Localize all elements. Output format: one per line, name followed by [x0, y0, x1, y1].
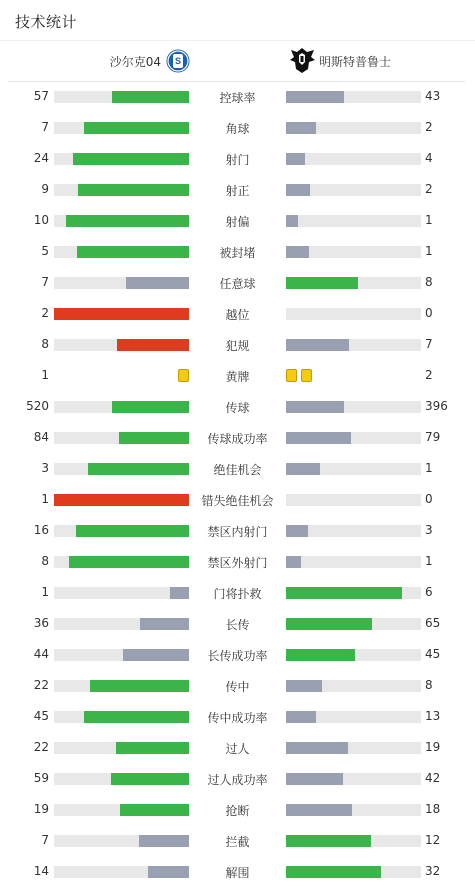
- home-bar-track: [54, 587, 189, 599]
- stat-label: 黄牌: [225, 370, 250, 384]
- stat-label: 长传成功率: [207, 649, 268, 663]
- home-value: 3: [41, 461, 49, 475]
- stat-label: 传中: [225, 680, 250, 694]
- stat-label: 传中成功率: [207, 711, 268, 725]
- away-value: 2: [425, 368, 433, 382]
- stat-label: 传球: [225, 401, 250, 415]
- away-bar-track: [286, 463, 421, 475]
- stat-row: [0, 640, 475, 671]
- home-bar-track: [54, 122, 189, 134]
- away-bar-track: [286, 184, 421, 196]
- away-bar-fill: [286, 215, 298, 227]
- home-value: 44: [33, 647, 49, 661]
- home-bar-track: [54, 401, 189, 413]
- stat-row: [0, 826, 475, 857]
- away-value: 43: [425, 89, 441, 103]
- stat-label: 错失绝佳机会: [201, 494, 274, 508]
- away-bar-fill: [286, 525, 308, 537]
- away-value: 18: [425, 802, 441, 816]
- away-value: 13: [425, 709, 441, 723]
- away-bar-track: [286, 246, 421, 258]
- away-bar-fill: [286, 432, 351, 444]
- away-bar-track: [286, 866, 421, 878]
- stat-row: [0, 330, 475, 361]
- home-bar-track: [54, 463, 189, 475]
- schalke-crest-icon: [165, 48, 191, 74]
- away-bar-track: [286, 835, 421, 847]
- home-value: 10: [33, 213, 49, 227]
- away-value: 3: [425, 523, 433, 537]
- home-bar-track: [54, 773, 189, 785]
- away-bar-fill: [286, 804, 352, 816]
- stat-label: 角球: [225, 122, 250, 136]
- away-bar-fill: [286, 277, 358, 289]
- stat-row: [0, 423, 475, 454]
- home-value: 1: [41, 368, 49, 382]
- away-value: 1: [425, 554, 433, 568]
- away-value: 1: [425, 213, 433, 227]
- away-value: 0: [425, 492, 433, 506]
- home-value: 57: [33, 89, 49, 103]
- away-bar-track: [286, 339, 421, 351]
- home-value: 9: [41, 182, 49, 196]
- away-bar-track: [286, 153, 421, 165]
- away-bar-track: [286, 525, 421, 537]
- home-value: 5: [41, 244, 49, 258]
- away-value: 1: [425, 244, 433, 258]
- stat-row: [0, 547, 475, 578]
- header-bar: [0, 0, 475, 41]
- stat-label: 犯规: [225, 339, 250, 353]
- stat-label: 射偏: [225, 215, 250, 229]
- stat-row: [0, 268, 475, 299]
- home-bar-fill: [140, 618, 189, 630]
- home-bar-fill: [148, 866, 189, 878]
- home-bar-fill: [76, 525, 189, 537]
- away-value: 42: [425, 771, 441, 785]
- svg-text:S: S: [174, 56, 182, 66]
- away-bar-track: [286, 556, 421, 568]
- home-value: 1: [41, 492, 49, 506]
- home-bar-track: [54, 494, 189, 506]
- home-value: 1: [41, 585, 49, 599]
- stat-row: [0, 609, 475, 640]
- away-value: 6: [425, 585, 433, 599]
- away-value: 8: [425, 678, 433, 692]
- home-bar-track: [54, 246, 189, 258]
- stat-row: [0, 237, 475, 268]
- home-yellow-cards: [174, 369, 189, 382]
- home-bar-track: [54, 556, 189, 568]
- home-bar-track: [54, 215, 189, 227]
- stat-row: [0, 113, 475, 144]
- away-bar-fill: [286, 246, 309, 258]
- home-bar-fill: [88, 463, 189, 475]
- home-value: 7: [41, 120, 49, 134]
- away-bar-track: [286, 215, 421, 227]
- away-bar-track: [286, 277, 421, 289]
- away-bar-fill: [286, 835, 371, 847]
- away-bar-track: [286, 711, 421, 723]
- stat-row: [0, 206, 475, 237]
- away-bar-track: [286, 494, 421, 506]
- stat-row: [0, 299, 475, 330]
- away-bar-track: [286, 401, 421, 413]
- away-value: 8: [425, 275, 433, 289]
- away-value: 2: [425, 120, 433, 134]
- home-bar-track: [54, 153, 189, 165]
- home-bar-fill: [139, 835, 189, 847]
- home-bar-track: [54, 742, 189, 754]
- home-bar-track: [54, 866, 189, 878]
- home-value: 8: [41, 554, 49, 568]
- home-bar-track: [54, 804, 189, 816]
- stat-row: [0, 82, 475, 113]
- stat-row: [0, 361, 475, 392]
- away-value: 2: [425, 182, 433, 196]
- stat-label: 长传: [225, 618, 250, 632]
- away-value: 1: [425, 461, 433, 475]
- yellow-card-icon: [286, 369, 297, 382]
- stat-label: 越位: [225, 308, 250, 322]
- home-bar-fill: [112, 401, 189, 413]
- away-bar-fill: [286, 742, 348, 754]
- home-bar-track: [54, 649, 189, 661]
- home-value: 19: [33, 802, 49, 816]
- away-bar-track: [286, 742, 421, 754]
- away-bar-track: [286, 618, 421, 630]
- home-bar-track: [54, 308, 189, 320]
- home-bar-track: [54, 711, 189, 723]
- home-bar-track: [54, 91, 189, 103]
- stat-label: 任意球: [219, 277, 256, 291]
- away-bar-fill: [286, 649, 355, 661]
- stat-row: [0, 175, 475, 206]
- stat-label: 解围: [225, 866, 250, 880]
- away-value: 4: [425, 151, 433, 165]
- away-bar-track: [286, 804, 421, 816]
- home-bar-track: [54, 525, 189, 537]
- home-bar-track: [54, 835, 189, 847]
- stat-row: [0, 485, 475, 516]
- stat-row: [0, 144, 475, 175]
- away-bar-fill: [286, 587, 402, 599]
- stat-row: [0, 392, 475, 423]
- away-bar-fill: [286, 711, 316, 723]
- stat-label: 传球成功率: [207, 432, 268, 446]
- away-bar-fill: [286, 401, 344, 413]
- stat-label: 过人: [225, 742, 250, 756]
- home-bar-fill: [112, 91, 189, 103]
- away-bar-fill: [286, 773, 343, 785]
- home-bar-fill: [111, 773, 189, 785]
- stat-label: 拦截: [225, 835, 250, 849]
- home-bar-fill: [119, 432, 189, 444]
- home-bar-fill: [170, 587, 189, 599]
- home-bar-fill: [78, 184, 189, 196]
- away-bar-track: [286, 91, 421, 103]
- away-bar-track: [286, 122, 421, 134]
- stat-label: 被封堵: [219, 246, 256, 260]
- home-bar-fill: [117, 339, 189, 351]
- stat-row: [0, 671, 475, 702]
- away-value: 32: [425, 864, 441, 878]
- away-bar-fill: [286, 618, 372, 630]
- home-bar-track: [54, 277, 189, 289]
- stat-label: 抢断: [225, 804, 250, 818]
- home-value: 59: [33, 771, 49, 785]
- stat-row: [0, 733, 475, 764]
- home-bar-track: [54, 339, 189, 351]
- away-bar-fill: [286, 91, 344, 103]
- away-bar-fill: [286, 866, 381, 878]
- away-bar-track: [286, 680, 421, 692]
- away-value: 45: [425, 647, 441, 661]
- home-bar-fill: [54, 494, 189, 506]
- away-team-name: 明斯特普鲁士: [319, 55, 392, 69]
- stat-row: [0, 578, 475, 609]
- stat-label: 过人成功率: [207, 773, 268, 787]
- home-bar-fill: [90, 680, 189, 692]
- home-bar-fill: [126, 277, 189, 289]
- home-value: 16: [33, 523, 49, 537]
- away-bar-fill: [286, 184, 310, 196]
- home-team-name: 沙尔克04: [109, 55, 161, 69]
- stat-row: [0, 516, 475, 547]
- away-value: 65: [425, 616, 441, 630]
- away-bar-fill: [286, 122, 316, 134]
- home-bar-track: [54, 184, 189, 196]
- page-title: 技术统计: [15, 13, 78, 31]
- home-value: 2: [41, 306, 49, 320]
- home-value: 8: [41, 337, 49, 351]
- away-bar-fill: [286, 556, 301, 568]
- stat-label: 射正: [225, 184, 250, 198]
- home-bar-fill: [123, 649, 189, 661]
- yellow-card-icon: [301, 369, 312, 382]
- away-value: 12: [425, 833, 441, 847]
- home-value: 7: [41, 833, 49, 847]
- home-bar-fill: [84, 711, 189, 723]
- stat-label: 禁区外射门: [207, 556, 268, 570]
- away-bar-fill: [286, 153, 305, 165]
- stat-row: [0, 795, 475, 826]
- stat-row: [0, 702, 475, 733]
- stat-label: 控球率: [219, 91, 256, 105]
- stat-row: [0, 857, 475, 888]
- home-bar-fill: [84, 122, 189, 134]
- home-bar-fill: [120, 804, 189, 816]
- home-value: 22: [33, 740, 49, 754]
- preussen-muenster-eagle-icon: [289, 46, 316, 74]
- home-bar-fill: [66, 215, 189, 227]
- away-bar-fill: [286, 463, 320, 475]
- stat-row: [0, 764, 475, 795]
- stat-label: 禁区内射门: [207, 525, 268, 539]
- away-bar-fill: [286, 680, 322, 692]
- home-bar-fill: [69, 556, 189, 568]
- away-bar-track: [286, 587, 421, 599]
- home-bar-track: [54, 680, 189, 692]
- home-bar-track: [54, 432, 189, 444]
- stat-label: 射门: [225, 153, 250, 167]
- away-bar-track: [286, 649, 421, 661]
- home-value: 84: [33, 430, 49, 444]
- stat-label: 绝佳机会: [213, 463, 262, 477]
- yellow-card-icon: [178, 369, 189, 382]
- away-bar-fill: [286, 339, 349, 351]
- away-bar-track: [286, 773, 421, 785]
- away-value: 19: [425, 740, 441, 754]
- home-bar-fill: [73, 153, 189, 165]
- stat-row: [0, 454, 475, 485]
- away-value: 79: [425, 430, 441, 444]
- away-yellow-cards: [286, 369, 316, 382]
- home-bar-fill: [116, 742, 189, 754]
- home-bar-track: [54, 618, 189, 630]
- home-value: 24: [33, 151, 49, 165]
- away-value: 0: [425, 306, 433, 320]
- home-value: 36: [33, 616, 49, 630]
- away-bar-track: [286, 432, 421, 444]
- home-value: 22: [33, 678, 49, 692]
- home-bar-fill: [77, 246, 189, 258]
- home-value: 14: [33, 864, 49, 878]
- stat-label: 门将扑救: [213, 587, 262, 601]
- home-value: 45: [33, 709, 49, 723]
- home-value: 520: [26, 399, 49, 413]
- teams-row: [8, 41, 465, 82]
- away-bar-track: [286, 308, 421, 320]
- home-value: 7: [41, 275, 49, 289]
- away-value: 7: [425, 337, 433, 351]
- away-value: 396: [425, 399, 448, 413]
- home-bar-fill: [54, 308, 189, 320]
